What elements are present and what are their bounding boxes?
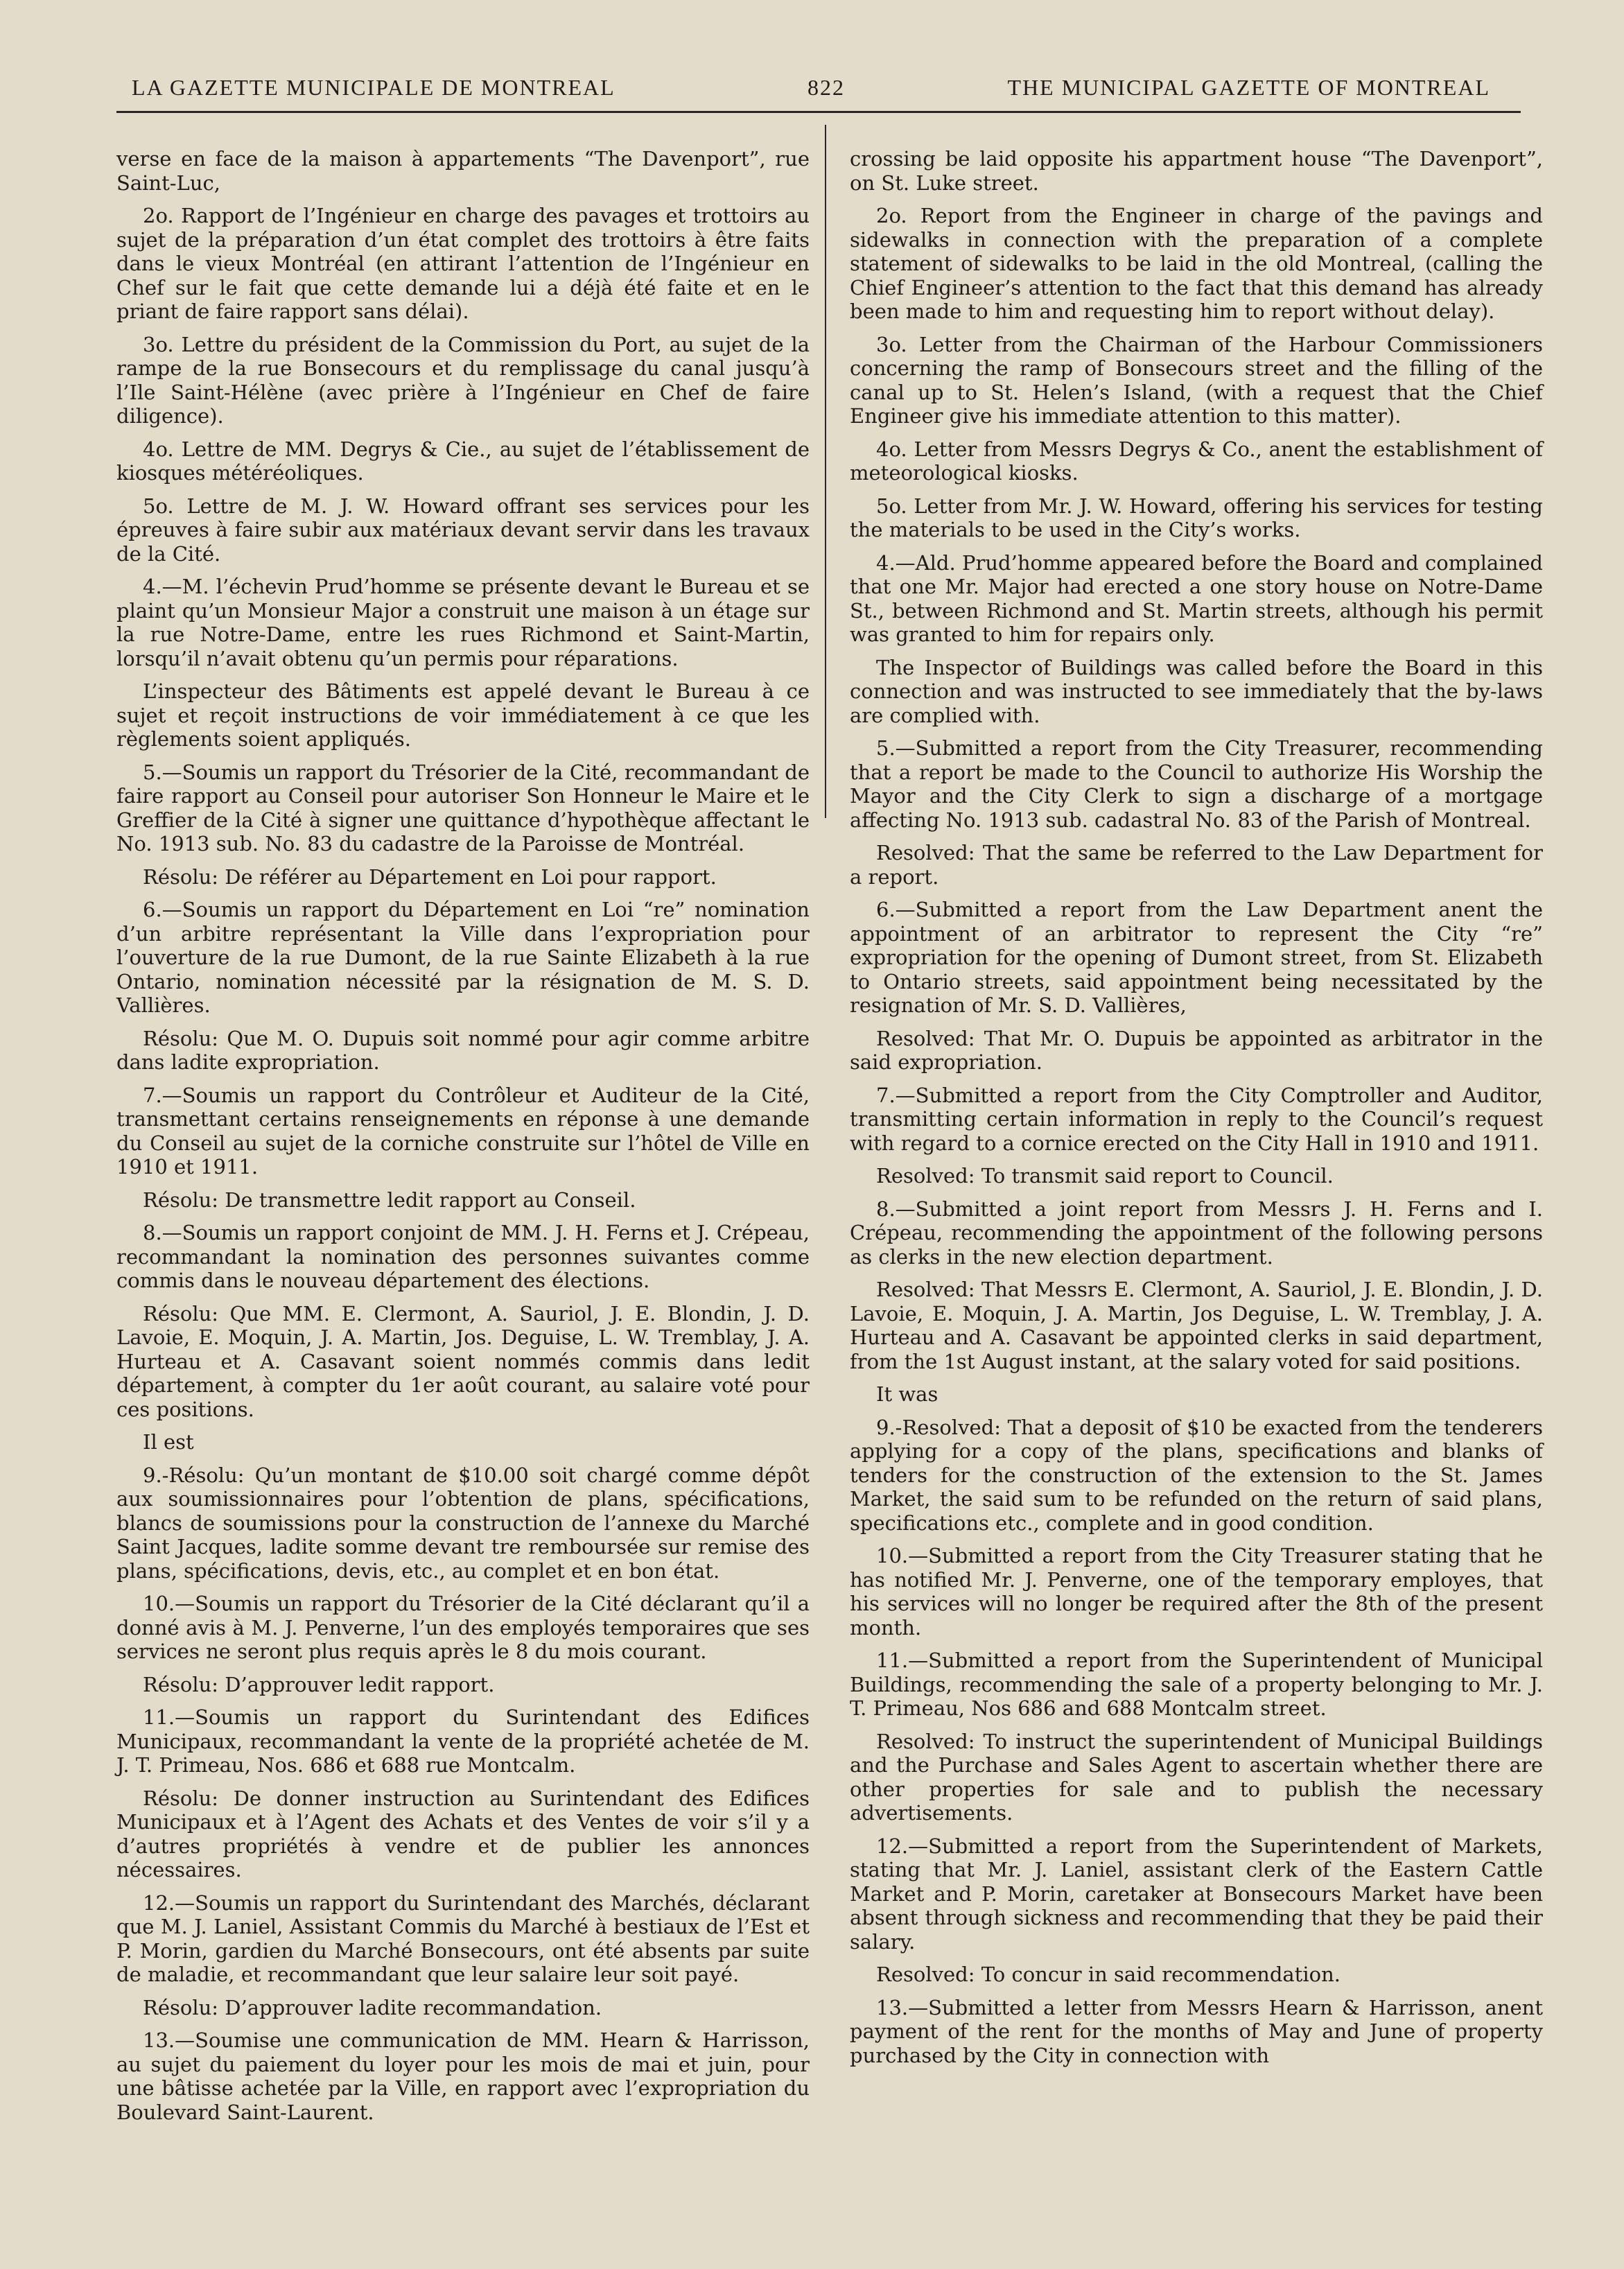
paragraph: 4.—M. l’échevin Prud’homme se présente devant le Bureau et se plaint qu’un Monsieur Major a construit une maison à un étage sur la rue Notre-Dame, entre les rues Richmond et Saint-Martin, lorsqu’il n’avait obtenu qu’un permis pour réparations. (116, 575, 810, 670)
column-divider (825, 125, 826, 818)
paragraph: 3o. Lettre du président de la Commission du Port, au sujet de la rampe de la rue Bonsecours et du remplissage du canal jusqu’à l’Ile Saint-Hélène (avec prière à l’Ingénieur en Chef de faire diligence). (116, 332, 810, 428)
resolution: Resolved: That Messrs E. Clermont, A. Sauriol, J. E. Blondin, J. D. Lavoie, E. Moquin, J. A. Martin, Jos Deguise, L. W. Tremblay, J. A. Hurteau and A. Casavant be appointed clerks in said department, from the 1st August instant, at the salary voted for said positions. (850, 1278, 1543, 1373)
resolution: Resolved: That the same be referred to the Law Department for a report. (850, 841, 1543, 889)
paragraph: 5.—Submitted a report from the City Treasurer, recommending that a report be made to the Council to authorize His Worship the Mayor and the City Clerk to sign a discharge of a mortgage affecting No. 1913 sub. cadastral No. 83 of the Parish of Montreal. (850, 736, 1543, 832)
paragraph: 5o. Letter from Mr. J. W. Howard, offering his services for testing the materials to be used in the City’s works. (850, 494, 1543, 541)
paragraph: verse en face de la maison à appartements “The Davenport”, rue Saint-Luc, (116, 147, 810, 195)
paragraph: 2o. Rapport de l’Ingénieur en charge des pavages et trottoirs au sujet de la préparation d’un état complet des trottoirs à être faits dans le vieux Montréal (en attirant l’attention de l’Ingénieur en Chef sur le fait que cette demande lui a déjà été faite et en le priant de faire rapport sans délai). (116, 204, 810, 323)
paragraph: 7.—Submitted a report from the City Comptroller and Auditor, transmitting certain information in reply to the Council’s request with regard to a cornice erected on the City Hall in 1910 and 1911. (850, 1083, 1543, 1155)
resolution: Résolu: D’approuver ladite recommandation. (143, 1995, 602, 2019)
paragraph: 11.—Soumis un rapport du Surintendant des Edifices Municipaux, recommandant la vente de la propriété achetée de M. J. T. Primeau, Nos. 686 et 688 rue Montcalm. (116, 1705, 810, 1777)
resolution: Resolved: To transmit said report to Council. (876, 1164, 1334, 1188)
resolution: Resolved: To instruct the superintendent of Municipal Buildings and the Purchase and Sales Agent to ascertain whether there are other properties for sale and to publish the necessary advertisements. (850, 1729, 1543, 1825)
english-column (850, 147, 1543, 2076)
page-number: 822 (807, 75, 845, 100)
resolution: Resolved: To concur in said recommendation. (876, 1963, 1341, 1986)
resolution: 9.-Résolu: Qu’un montant de $10.00 soit chargé comme dépôt aux soumissionnaires pour l’obtention de plans, spécifications, blancs de soumissions pour la construction de l’annexe du Marché Saint Jacques, ladite somme devant tre remboursée sur remise des plans, spécifications, devis, etc., au complet et en bon état. (116, 1463, 810, 1583)
resolution: 9.-Resolved: That a deposit of $10 be exacted from the tenderers applying for a copy of the plans, specifications and blanks of tenders for the construction of the extension to the St. James Market, the said sum to be refunded on the return of said plans, specifications etc., complete and in good condition. (850, 1415, 1543, 1535)
paragraph: 2o. Report from the Engineer in charge of the pavings and sidewalks in connection with the preparation of a complete statement of sidewalks to be laid in the old Montreal, (calling the Chief Engineer’s attention to the fact that this demand has already been made to him and requesting him to report without delay). (850, 204, 1543, 323)
resolution: Resolved: That Mr. O. Dupuis be appointed as arbitrator in the said expropriation. (850, 1026, 1543, 1074)
resolution: Résolu: Que MM. E. Clermont, A. Sauriol, J. E. Blondin, J. D. Lavoie, E. Moquin, J. A. Martin, Jos. Deguise, L. W. Tremblay, J. A. Hurteau et A. Casavant soient nommés commis dans ledit département, à compter du 1er août courant, au salaire voté pour ces positions. (116, 1301, 810, 1421)
paragraph: 10.—Submitted a report from the City Treasurer stating that he has notified Mr. J. Penverne, one of the temporary employes, that his services will no longer be required after the 8th of the present month. (850, 1544, 1543, 1640)
resolution: Résolu: De donner instruction au Surintendant des Edifices Municipaux et à l’Agent des Achats et des Ventes de voir s’il y a d’autres propriétés à vendre et de publier les annonces nécessaires. (116, 1786, 810, 1881)
french-column (116, 147, 810, 2133)
resolution: Résolu: D’approuver ledit rapport. (143, 1672, 495, 1696)
resolution: Résolu: Que M. O. Dupuis soit nommé pour agir comme arbitre dans ladite expropriation. (116, 1026, 810, 1074)
header-english-title: THE MUNICIPAL GAZETTE OF MONTREAL (1007, 75, 1490, 100)
page-header (132, 75, 1490, 108)
paragraph: 13.—Submitted a letter from Messrs Hearn & Harrisson, anent payment of the rent for the months of May and June of property purchased by the City in connection with (850, 1995, 1543, 2067)
paragraph: 4o. Lettre de MM. Degrys & Cie., au sujet de l’établissement de kiosques météréoliques. (116, 437, 810, 485)
paragraph: 8.—Submitted a joint report from Messrs J. H. Ferns and I. Crépeau, recommending the appointment of the following persons as clerks in the new election department. (850, 1197, 1543, 1269)
paragraph: 5o. Lettre de M. J. W. Howard offrant ses services pour les épreuves à faire subir aux matériaux devant servir dans les travaux de la Cité. (116, 494, 810, 566)
paragraph: Il est (143, 1430, 194, 1454)
paragraph: crossing be laid opposite his appartment house “The Davenport”, on St. Luke street. (850, 147, 1543, 195)
paragraph: 10.—Soumis un rapport du Trésorier de la Cité déclarant qu’il a donné avis à M. J. Penverne, l’un des employés temporaires que ses services ne seront plus requis après le 8 du mois courant. (116, 1592, 810, 1663)
header-french-title: LA GAZETTE MUNICIPALE DE MONTREAL (132, 75, 615, 100)
paragraph: 5.—Soumis un rapport du Trésorier de la Cité, recommandant de faire rapport au Conseil pour autoriser Son Honneur le Maire et le Greffier de la Cité à signer une quittance d’hypothèque affectant le No. 1913 sub. No. 83 du cadastre de la Paroisse de Montréal. (116, 760, 810, 855)
paragraph: 4o. Letter from Messrs Degrys & Co., anent the establishment of meteorological kiosks. (850, 437, 1543, 485)
paragraph: 6.—Submitted a report from the Law Department anent the appointment of an arbitrator to represent the City “re” expropriation for the opening of Dumont street, from St. Elizabeth to Ontario streets, said appointment being necessitated by the resignation of Mr. S. D. Vallières, (850, 898, 1543, 1017)
paragraph: It was (876, 1382, 938, 1406)
paragraph: 3o. Letter from the Chairman of the Harbour Commissioners concerning the ramp of Bonsecours street and the filling of the canal up to St. Helen’s Island, (with a request that the Chief Engineer give his immediate attention to this matter). (850, 332, 1543, 428)
paragraph: 13.—Soumise une communication de MM. Hearn & Harrisson, au sujet du paiement du loyer pour les mois de mai et juin, pour une bâtisse achetée par la Ville, en rapport avec l’expropriation du Boulevard Saint-Laurent. (116, 2028, 810, 2124)
paragraph: 12.—Soumis un rapport du Surintendant des Marchés, déclarant que M. J. Laniel, Assistant Commis du Marché à bestiaux de l’Est et P. Morin, gardien du Marché Bonsecours, ont été absents par suite de maladie, et recommandant que leur salaire leur soit payé. (116, 1890, 810, 1986)
paragraph: The Inspector of Buildings was called before the Board in this connection and was instructed to see immediately that the by-laws are complied with. (850, 655, 1543, 727)
resolution: Résolu: De transmettre ledit rapport au Conseil. (143, 1188, 636, 1212)
paragraph: L’inspecteur des Bâtiments est appelé devant le Bureau à ce sujet et reçoit instructions de voir immédiatement à ce que les règlements soient appliqués. (116, 679, 810, 751)
paragraph: 8.—Soumis un rapport conjoint de MM. J. H. Ferns et J. Crépeau, recommandant la nomination des personnes suivantes comme commis dans le nouveau département des élections. (116, 1221, 810, 1292)
header-rule (116, 111, 1521, 113)
paragraph: 12.—Submitted a report from the Superintendent of Markets, stating that Mr. J. Laniel, assistant clerk of the Eastern Cattle Market and P. Morin, caretaker at Bonsecours Market have been absent through sickness and recommending that they be paid their salary. (850, 1834, 1543, 1954)
paragraph: 4.—Ald. Prud’homme appeared before the Board and complained that one Mr. Major had erected a one story house on Notre-Dame St., between Richmond and St. Martin streets, although his permit was granted to him for repairs only. (850, 550, 1543, 646)
resolution: Résolu: De référer au Département en Loi pour rapport. (143, 864, 717, 889)
paragraph: 6.—Soumis un rapport du Département en Loi “re” nomination d’un arbitre représentant la Ville dans l’expropriation pour l’ouverture de la rue Dumont, de la rue Sainte Elizabeth à la rue Ontario, nomination nécessité par la résignation de M. S. D. Vallières. (116, 898, 810, 1017)
paragraph: 7.—Soumis un rapport du Contrôleur et Auditeur de la Cité, transmettant certains renseignements en réponse à une demande du Conseil au sujet de la corniche construite sur l’hôtel de Ville en 1910 et 1911. (116, 1083, 810, 1179)
paragraph: 11.—Submitted a report from the Superintendent of Municipal Buildings, recommending the sale of a property belonging to Mr. J. T. Primeau, Nos 686 and 688 Montcalm street. (850, 1649, 1543, 1720)
